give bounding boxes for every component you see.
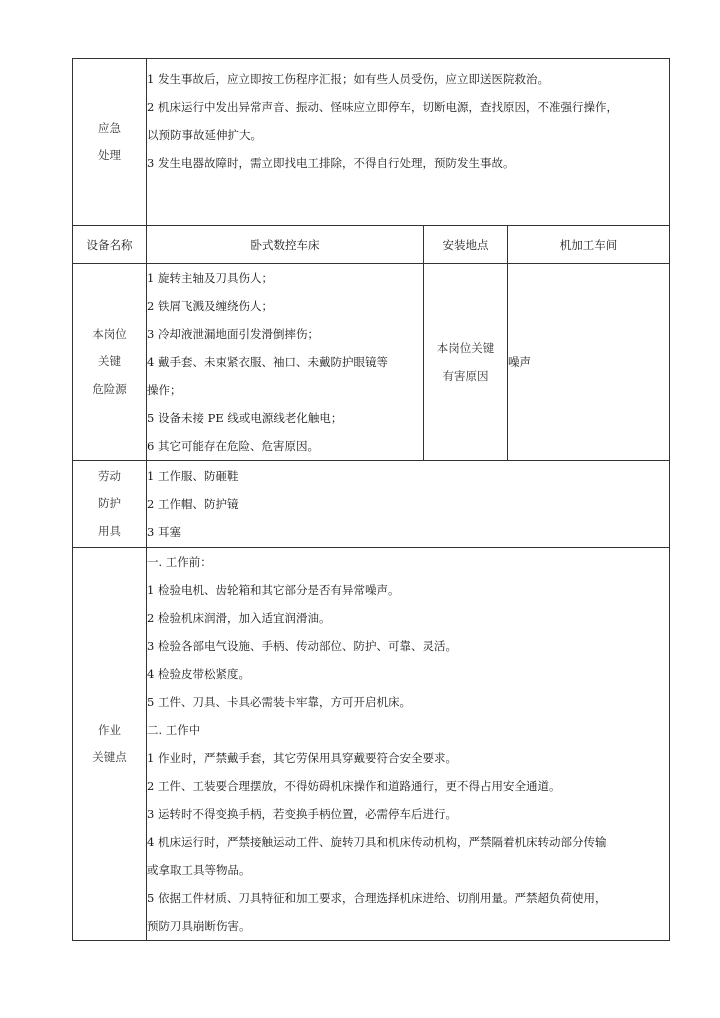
hazards-label-line: 危险源 <box>92 381 127 396</box>
work-item: 1 检验电机、齿轮箱和其它部分是否有异常噪声。 <box>147 583 400 597</box>
emergency-item: 3 发生电器故障时，需立即找电工排除，不得自行处理，预防发生事故。 <box>147 156 515 170</box>
work-item: 1 作业时，严禁戴手套，其它劳保用具穿戴要符合安全要求。 <box>147 751 457 765</box>
work-item: 预防刀具崩断伤害。 <box>147 919 251 933</box>
emergency-item: 以预防事故延伸扩大。 <box>147 128 262 142</box>
work-label-line: 关键点 <box>92 750 127 764</box>
hazard-item: 6 其它可能存在危险、危害原因。 <box>147 439 319 453</box>
work-label-line: 作业 <box>98 722 121 737</box>
ppe-label-line: 防护 <box>98 496 121 511</box>
work-item: 2 检验机床润滑，加入适宜润滑油。 <box>147 611 331 625</box>
emergency-content <box>147 59 670 226</box>
location-label: 安装地点 <box>424 226 508 264</box>
device-header-row <box>73 226 670 264</box>
work-item: 3 检验各部电气设施、手柄、传动部位、防护、可靠、灵活。 <box>147 639 457 653</box>
harmful-label-line: 有害原因 <box>442 369 489 383</box>
ppe-item: 1 工作服、防砸鞋 <box>147 469 239 483</box>
work-row <box>73 548 670 941</box>
work-item: 5 工件、刀具、卡具必需装卡牢靠，方可开启机床。 <box>147 695 411 709</box>
emergency-row <box>73 59 670 226</box>
emergency-label-line: 应急 <box>98 120 121 135</box>
emergency-label-line: 处理 <box>98 148 121 162</box>
hazard-item: 1 旋转主轴及刀具伤人； <box>147 271 273 285</box>
hazards-row <box>73 264 670 461</box>
work-item: 4 检验皮带松紧度。 <box>147 667 250 681</box>
emergency-item: 1 发生事故后，应立即按工伤程序汇报；如有些人员受伤，应立即送医院救治。 <box>147 72 549 86</box>
ppe-item: 2 工作帽、防护镜 <box>147 497 239 511</box>
ppe-label <box>73 461 147 548</box>
safety-table <box>72 58 670 941</box>
ppe-label-line: 劳动 <box>98 469 121 484</box>
hazards-content <box>147 264 424 461</box>
ppe-content <box>147 461 670 548</box>
hazards-label <box>73 264 147 461</box>
ppe-label-line: 用具 <box>98 523 121 538</box>
hazards-label-line: 本岗位 <box>92 327 127 342</box>
hazard-item: 操作； <box>147 383 182 397</box>
hazard-item: 5 设备未接 PE 线或电源线老化触电； <box>147 411 343 425</box>
work-section-heading: 二. 工作中 <box>147 723 201 737</box>
harmful-factors-value: 噪声 <box>508 264 670 461</box>
harmful-factors-label <box>424 264 508 461</box>
hazard-item: 2 铁屑飞溅及缠绕伤人； <box>147 299 273 313</box>
device-name-label: 设备名称 <box>73 226 147 264</box>
work-item: 或拿取工具等物品。 <box>147 863 251 877</box>
emergency-item: 2 机床运行中发出异常声音、振动、怪味应立即停车，切断电源，查找原因，不准强行操作， <box>147 100 618 114</box>
ppe-row <box>73 461 670 548</box>
work-content <box>147 548 670 941</box>
emergency-label <box>73 59 147 226</box>
work-item: 2 工件、工装要合理摆放，不得妨碍机床操作和道路通行，更不得占用安全通道。 <box>147 779 561 793</box>
work-section-heading: 一. 工作前： <box>147 555 212 569</box>
work-item: 3 运转时不得变换手柄，若变换手柄位置，必需停车后进行。 <box>147 807 457 821</box>
hazards-label-line: 关键 <box>98 354 121 369</box>
hazard-item: 4 戴手套、未束紧衣服、袖口、未戴防护眼镜等 <box>147 355 388 369</box>
hazard-item: 3 冷却液泄漏地面引发滑倒摔伤； <box>147 327 319 341</box>
work-label <box>73 548 147 941</box>
device-name-value: 卧式数控车床 <box>147 226 424 264</box>
work-item: 5 依据工件材质、刀具特征和加工要求，合理选择机床进给、切削用量。严禁超负荷使用， <box>147 891 607 905</box>
work-item: 4 机床运行时，严禁接触运动工件、旋转刀具和机床传动机构，严禁隔着机床转动部分传输 <box>147 835 607 849</box>
ppe-item: 3 耳塞 <box>147 525 181 539</box>
location-value: 机加工车间 <box>508 226 670 264</box>
harmful-label-line: 本岗位关键 <box>436 341 495 355</box>
